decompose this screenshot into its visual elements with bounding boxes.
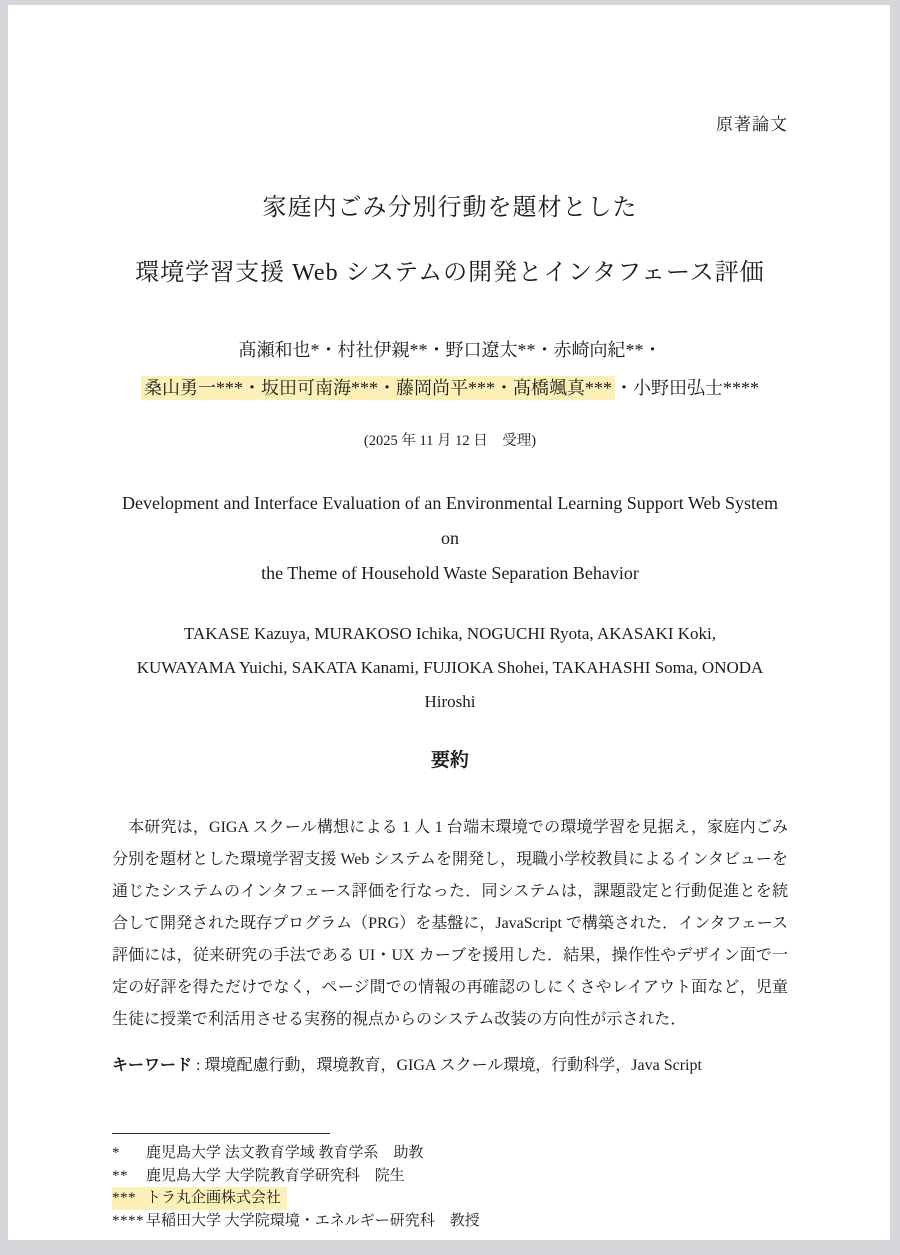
keywords-line [112, 1052, 788, 1075]
footnote-affiliation [112, 1165, 788, 1188]
highlighted-authors: 桑山勇一***・坂田可南海***・藤岡尚平***・髙橋颯真*** [141, 376, 615, 400]
footnotes [112, 1133, 788, 1232]
keywords-text: 環境配慮行動，環境教育，GIGA スクール環境，行動科学，Java Script [204, 1057, 702, 1074]
paper-content [8, 5, 890, 1232]
title-english-line2: the Theme of Household Waste Separation Behavior [261, 563, 639, 583]
footnote-text: トラ丸企画株式会社 [146, 1190, 282, 1206]
title-english-line1: Development and Interface Evaluation of an Environmental Learning Support Web System on [121, 493, 779, 548]
authors-japanese-line2-rest: ・小野田弘士**** [615, 378, 759, 398]
keywords-label: キーワード [112, 1057, 193, 1074]
abstract-heading: 要約 [430, 750, 469, 771]
received-date: (2025 年 11 月 12 日 受理) [363, 433, 537, 449]
footnote-text: 鹿児島大学 法文教育学域 教育学系 助教 [146, 1145, 424, 1161]
footnote-affiliation-highlighted [112, 1187, 287, 1210]
abstract-body: 本研究は，GIGA スクール構想による 1 人 1 台端末環境での環境学習を見据え，家庭内ごみ分別を題材とした環境学習支援 Web システムを開発し，現職小学校教員によるインタビューを通じたシステムのインタフェース評価を行なった．同システムは，課題設定と行動促進とを統合して開発された既存プログラム（PRG）を基盤に，JavaScript で構築された．インタフェース評価には，従来研究の手法である UI・UX カーブを援用した．結果，操作性やデザイン面で一定の好評を得ただけでなく，ページ間での情報の再確認のしにくさやレイアウト面など，児童生徒に授業で利活用させる実務的視点からのシステム改装の方向性が示された． [112, 819, 788, 1028]
authors-romanized [112, 617, 788, 719]
footnote-affiliation [112, 1142, 788, 1165]
footnote-divider [112, 1133, 330, 1134]
footnote-marker: * [112, 1145, 120, 1161]
title-english [112, 486, 788, 591]
title-japanese-line1: 家庭内ごみ分別行動を題材とした [262, 195, 638, 221]
article-type-label: 原著論文 [716, 115, 788, 134]
footnote-marker: *** [112, 1190, 136, 1206]
footnote-text: 鹿児島大学 大学院教育学研究科 院生 [146, 1167, 405, 1184]
footnote-text: 早稲田大学 大学院環境・エネルギー研究科 教授 [146, 1212, 480, 1229]
paper-page [8, 5, 890, 1240]
title-japanese-line2: 環境学習支援 Web システムの開発とインタフェース評価 [135, 260, 765, 286]
footnote-marker: **** [112, 1212, 144, 1229]
authors-romanized-line2: KUWAYAMA Yuichi, SAKATA Kanami, FUJIOKA Shohei, TAKAHASHI Soma, ONODA Hiroshi [136, 658, 764, 711]
authors-japanese-line1: 髙瀬和也*・村社伊親**・野口遼太**・赤崎向紀**・ [238, 340, 662, 360]
authors-romanized-line1: TAKASE Kazuya, MURAKOSO Ichika, NOGUCHI Ryota, AKASAKI Koki, [184, 624, 716, 643]
authors-japanese [112, 331, 788, 407]
footnote-affiliation [112, 1210, 788, 1233]
authors-japanese-line2 [112, 369, 788, 407]
title-japanese [112, 187, 788, 287]
keywords-separator: : [192, 1057, 205, 1074]
footnote-marker: ** [112, 1167, 128, 1184]
